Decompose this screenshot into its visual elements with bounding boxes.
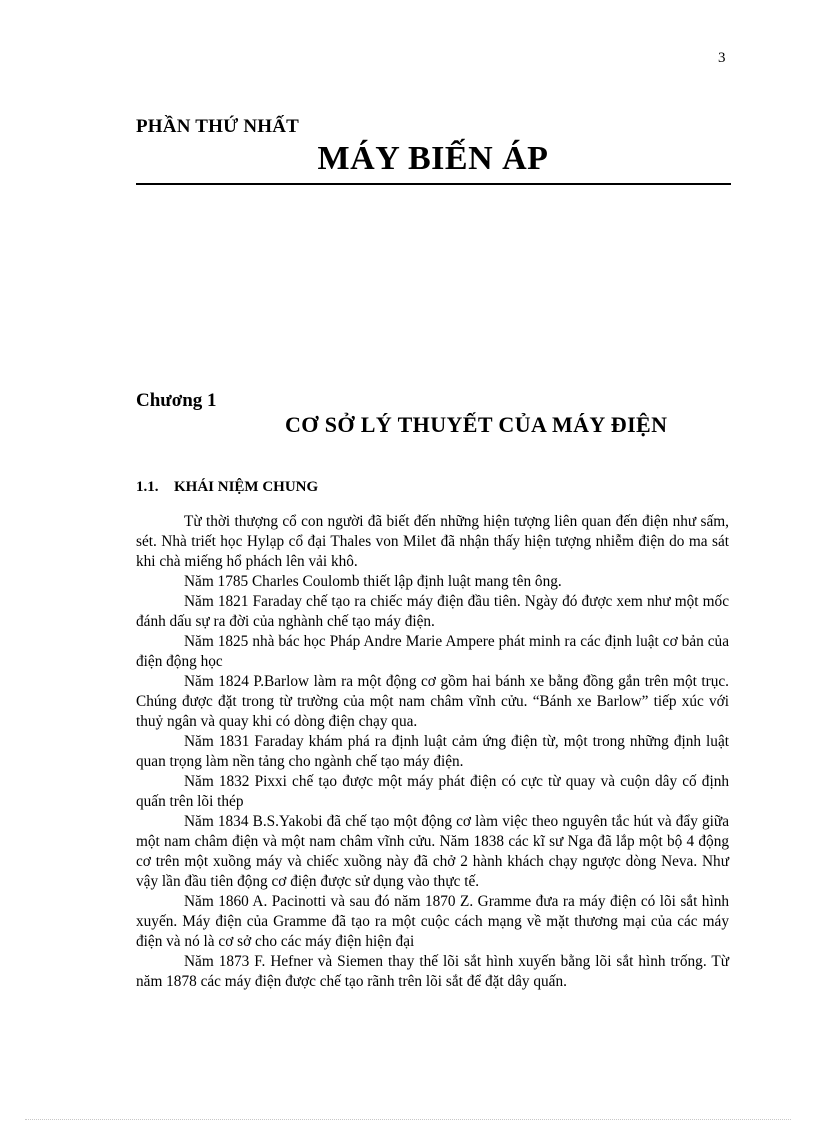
section-heading [136, 479, 318, 496]
body-text [136, 512, 729, 992]
chapter-title: CƠ SỞ LÝ THUYẾT CỦA MÁY ĐIỆN [285, 412, 668, 437]
part-title: MÁY BIẾN ÁP [317, 140, 549, 177]
chapter-label: Chương 1 [136, 390, 217, 411]
paragraph: Năm 1873 F. Hefner và Siemen thay thế lõi sắt hình xuyến bằng lõi sắt hình trống. Từ năm 1878 các máy điện được chế tạo rãnh trên lõi sắt để đặt dây quấn. [136, 953, 729, 990]
paragraph: Năm 1825 nhà bác học Pháp Andre Marie Ampere phát minh ra các định luật cơ bản của điện động học [136, 633, 729, 670]
paragraph: Năm 1834 B.S.Yakobi đã chế tạo một động cơ làm việc theo nguyên tắc hút và đẩy giữa một nam châm điện và một nam châm vĩnh cửu. Năm 1838 các kĩ sư Nga đã lắp một bộ 4 động cơ trên một xuồng máy và chiếc xuồng này đã chở 2 hành khách chạy ngược dòng Neva. Như vậy lần đầu tiên động cơ điện được sử dụng vào thực tế. [136, 813, 729, 890]
paragraph: Năm 1831 Faraday khám phá ra định luật cảm ứng điện từ, một trong những định luật quan trọng làm nền tảng cho ngành chế tạo máy điện. [136, 733, 729, 770]
paragraph: Từ thời thượng cổ con người đã biết đến những hiện tượng liên quan đến điện như sấm, sét. Nhà triết học Hylạp cổ đại Thales von Milet đã nhận thấy hiện tượng nhiễm điện do ma sát khi chà miếng hổ phách lên vải khô. [136, 513, 729, 570]
paragraph: Năm 1785 Charles Coulomb thiết lập định luật mang tên ông. [184, 573, 562, 590]
part-label: PHẦN THỨ NHẤT [136, 116, 300, 137]
paragraph: Năm 1832 Pixxi chế tạo được một máy phát điện có cực từ quay và cuộn dây cố định quấn trên lõi thép [136, 773, 729, 810]
page-number: 3 [718, 50, 726, 66]
page-footer-divider [25, 1119, 791, 1120]
paragraph: Năm 1860 A. Pacinotti và sau đó năm 1870 Z. Gramme đưa ra máy điện có lõi sắt hình xuyến. Máy điện của Gramme đã tạo ra một cuộc cách mạng về mặt thương mại của các máy điện và nó là cơ sở cho các máy điện hiện đại [136, 893, 729, 950]
section-title: KHÁI NIỆM CHUNG [174, 479, 319, 495]
paragraph: Năm 1824 P.Barlow làm ra một động cơ gồm hai bánh xe bằng đồng gắn trên một trục. Chúng được đặt trong từ trường của một nam châm vĩnh cửu. “Bánh xe Barlow” tiếp xúc với thuỷ ngân và quay khi có dòng điện chạy qua. [136, 673, 729, 730]
section-number: 1.1. [136, 479, 159, 495]
title-divider [136, 183, 731, 185]
paragraph: Năm 1821 Faraday chế tạo ra chiếc máy điện đầu tiên. Ngày đó được xem như một mốc đánh dấu sự ra đời của nghành chế tạo máy điện. [136, 593, 729, 630]
